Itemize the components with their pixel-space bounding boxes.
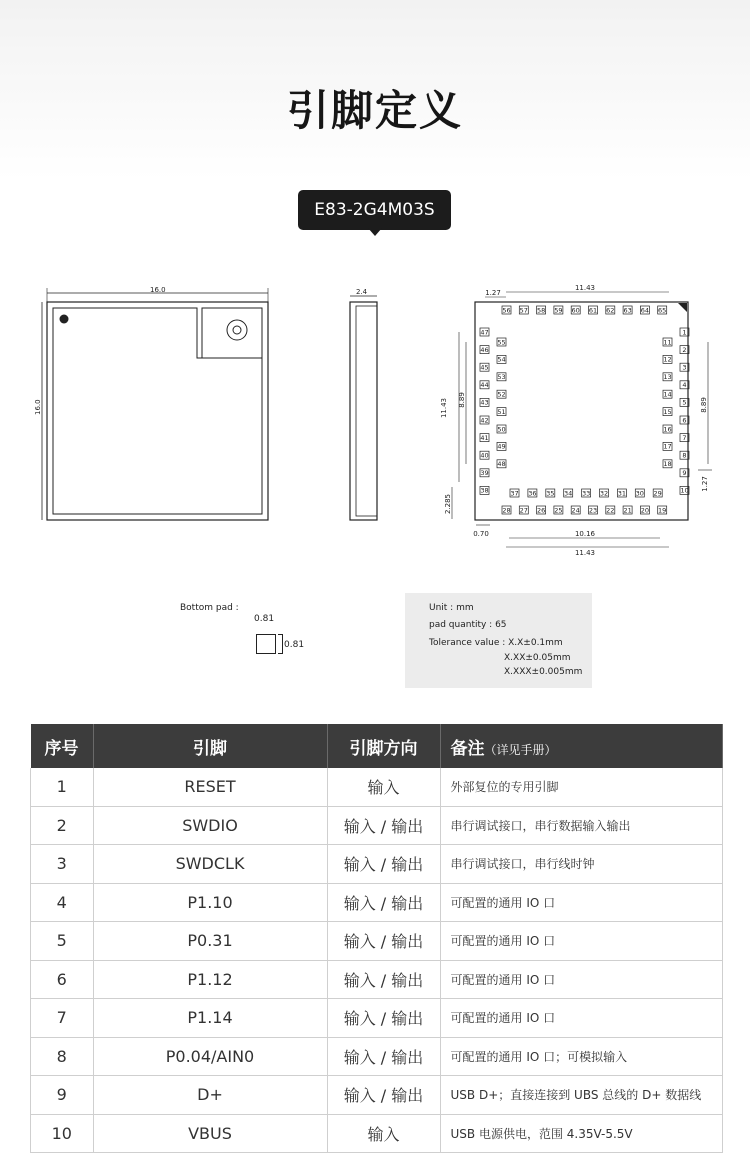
pad-label: 64: [640, 306, 650, 315]
pad-label: 29: [653, 489, 662, 498]
table-row: [31, 883, 723, 922]
pad-label: 17: [663, 442, 672, 451]
pad-label: 48: [497, 460, 506, 469]
cell-index: 9: [31, 1076, 94, 1115]
pad-label: 61: [588, 306, 598, 315]
pad-label: 5: [682, 398, 687, 407]
pad-label: 40: [480, 451, 489, 460]
pad-label: 12: [663, 355, 672, 364]
pad-label: 58: [536, 306, 546, 315]
pad-label: 41: [480, 433, 489, 442]
cell-direction: 输入 / 输出: [327, 883, 440, 922]
dim-front-height: 16.0: [34, 399, 42, 415]
dim-bottom-span: 11.43: [574, 549, 596, 557]
table-row: [31, 845, 723, 884]
pad-label: 39: [480, 469, 489, 478]
bottom-pad-label: Bottom pad :: [180, 603, 239, 613]
table-row: [31, 922, 723, 961]
pad-label: 1: [682, 328, 687, 337]
cell-index: 1: [31, 768, 94, 806]
pad-label: 63: [623, 306, 632, 315]
model-badge: E83-2G4M03S: [298, 190, 451, 230]
note-pad-quantity: pad quantity : 65: [429, 620, 507, 630]
cell-index: 3: [31, 845, 94, 884]
pad-label: 60: [571, 306, 580, 315]
pad-label: 19: [658, 506, 667, 515]
pad-label: 42: [480, 416, 489, 425]
bottom-pad-dim-tick: [278, 634, 283, 654]
dim-bottom-inner: 10.16: [574, 530, 596, 538]
pad-label: 46: [480, 345, 489, 354]
dim-left-span: 11.43: [440, 397, 448, 419]
pad-label: 23: [588, 506, 598, 515]
pad-label: 34: [564, 489, 573, 498]
cell-remark: 可配置的通用 IO 口: [440, 999, 723, 1038]
pad-label: 55: [497, 338, 506, 347]
notes-box: [405, 593, 592, 688]
pad-label: 20: [640, 506, 650, 515]
cell-pin: P0.31: [93, 922, 327, 961]
cell-pin: P1.14: [93, 999, 327, 1038]
cell-pin: P1.10: [93, 883, 327, 922]
pin-table: [30, 724, 723, 1153]
bottom-pad-width: 0.81: [254, 614, 275, 624]
dim-front-width: 16.0: [150, 286, 166, 294]
cell-index: 10: [31, 1114, 94, 1153]
bottom-pad-height: 0.81: [284, 640, 305, 650]
cell-index: 2: [31, 806, 94, 845]
dim-top-offset: 1.27: [485, 289, 501, 297]
pad-label: 35: [546, 489, 555, 498]
table-row: [31, 1114, 723, 1153]
cell-pin: D+: [93, 1076, 327, 1115]
pad-label: 47: [480, 328, 489, 337]
cell-remark: USB D+；直接连接到 UBS 总线的 D+ 数据线: [440, 1076, 723, 1115]
mechanical-drawing: [0, 270, 750, 570]
dim-bottom-left: 2.285: [444, 493, 452, 515]
header-remark: [440, 724, 723, 768]
pad-label: 33: [581, 489, 591, 498]
dim-right-pitch: 1.27: [701, 476, 709, 492]
pad-label: 28: [502, 506, 511, 515]
pad-label: 62: [606, 306, 615, 315]
dim-side-thickness: 2.4: [356, 288, 368, 296]
antenna-connector: [227, 320, 247, 340]
note-unit: Unit : mm: [429, 603, 474, 613]
pad-label: 52: [497, 390, 506, 399]
pad-label: 9: [682, 469, 687, 478]
dim-bottom-pad: 0.70: [473, 530, 489, 538]
note-tolerance-3: X.XXX±0.005mm: [504, 667, 583, 677]
pad-label: 7: [682, 433, 687, 442]
pad-label: 25: [554, 506, 563, 515]
pad-label: 65: [658, 306, 667, 315]
pad-label: 51: [497, 407, 506, 416]
cell-remark: USB 电源供电，范围 4.35V-5.5V: [440, 1114, 723, 1153]
table-header-row: [31, 724, 723, 768]
table-row: [31, 999, 723, 1038]
table-row: [31, 960, 723, 999]
cell-direction: 输入 / 输出: [327, 960, 440, 999]
header-direction: 引脚方向: [327, 724, 440, 768]
cell-remark: 可配置的通用 IO 口: [440, 960, 723, 999]
cell-pin: SWDIO: [93, 806, 327, 845]
pad-label: 10: [680, 486, 689, 495]
note-tolerance: Tolerance value : X.X±0.1mm: [429, 638, 563, 648]
page-title: 引脚定义: [286, 86, 463, 135]
cell-remark: 外部复位的专用引脚: [440, 768, 723, 806]
pad-label: 15: [663, 407, 672, 416]
pad-label: 2: [682, 345, 687, 354]
cell-index: 5: [31, 922, 94, 961]
cell-pin: P1.12: [93, 960, 327, 999]
cell-remark: 可配置的通用 IO 口: [440, 922, 723, 961]
table-row: [31, 768, 723, 806]
pad-label: 6: [682, 416, 687, 425]
note-tolerance-2: X.XX±0.05mm: [504, 653, 571, 663]
cell-direction: 输入 / 输出: [327, 1037, 440, 1076]
header-pin: 引脚: [93, 724, 327, 768]
cell-index: 6: [31, 960, 94, 999]
header-remark-sub: （详见手册）: [484, 742, 557, 757]
pad-label: 3: [682, 363, 687, 372]
pad-label: 27: [519, 506, 528, 515]
pad-label: 57: [519, 306, 528, 315]
pad-label: 31: [617, 489, 627, 498]
pad-label: 54: [497, 355, 506, 364]
cell-direction: 输入 / 输出: [327, 1076, 440, 1115]
cell-remark: 可配置的通用 IO 口；可模拟输入: [440, 1037, 723, 1076]
pad-label: 37: [510, 489, 519, 498]
cell-index: 7: [31, 999, 94, 1038]
pad-label: 18: [663, 460, 672, 469]
pad-label: 11: [663, 338, 672, 347]
bottom-pad-shape: [256, 634, 276, 654]
pad-label: 13: [663, 373, 672, 382]
pad-label: 26: [536, 506, 546, 515]
cell-direction: 输入 / 输出: [327, 999, 440, 1038]
pad-label: 56: [502, 306, 511, 315]
pin1-marker: [60, 315, 69, 324]
cell-remark: 可配置的通用 IO 口: [440, 883, 723, 922]
pad-label: 21: [623, 506, 632, 515]
pad-label: 4: [682, 381, 687, 390]
dim-right-inner: 8.89: [700, 397, 708, 413]
cell-direction: 输入: [327, 1114, 440, 1153]
pad-label: 44: [480, 381, 489, 390]
cell-direction: 输入 / 输出: [327, 845, 440, 884]
pad-label: 8: [682, 451, 687, 460]
cell-pin: RESET: [93, 768, 327, 806]
cell-index: 4: [31, 883, 94, 922]
bottom-view: [440, 284, 712, 557]
pad-label: 38: [480, 486, 489, 495]
dim-left-inner: 8.89: [458, 392, 466, 408]
table-row: [31, 1076, 723, 1115]
pad-label: 43: [480, 398, 489, 407]
pad-label: 24: [571, 506, 580, 515]
table-row: [31, 806, 723, 845]
pad-label: 32: [599, 489, 609, 498]
header-remark-label: 备注: [450, 738, 485, 759]
pad-label: 16: [663, 425, 672, 434]
cell-pin: SWDCLK: [93, 845, 327, 884]
front-view: [34, 286, 268, 520]
pad-label: 49: [497, 442, 506, 451]
pad-label: 50: [497, 425, 506, 434]
pad-label: 30: [635, 489, 644, 498]
side-view: [350, 288, 377, 520]
cell-pin: VBUS: [93, 1114, 327, 1153]
header-index: 序号: [31, 724, 94, 768]
pad-label: 14: [663, 390, 672, 399]
dim-top-span: 11.43: [574, 284, 596, 292]
pad-label: 59: [554, 306, 563, 315]
cell-index: 8: [31, 1037, 94, 1076]
cell-remark: 串行调试接口，串行数据输入输出: [440, 806, 723, 845]
pad-label: 22: [606, 506, 615, 515]
table-row: [31, 1037, 723, 1076]
cell-remark: 串行调试接口，串行线时钟: [440, 845, 723, 884]
pad-label: 36: [528, 489, 537, 498]
pad-label: 45: [480, 363, 489, 372]
cell-direction: 输入 / 输出: [327, 806, 440, 845]
cell-direction: 输入 / 输出: [327, 922, 440, 961]
cell-pin: P0.04/AIN0: [93, 1037, 327, 1076]
pad-label: 53: [497, 373, 506, 382]
cell-direction: 输入: [327, 768, 440, 806]
